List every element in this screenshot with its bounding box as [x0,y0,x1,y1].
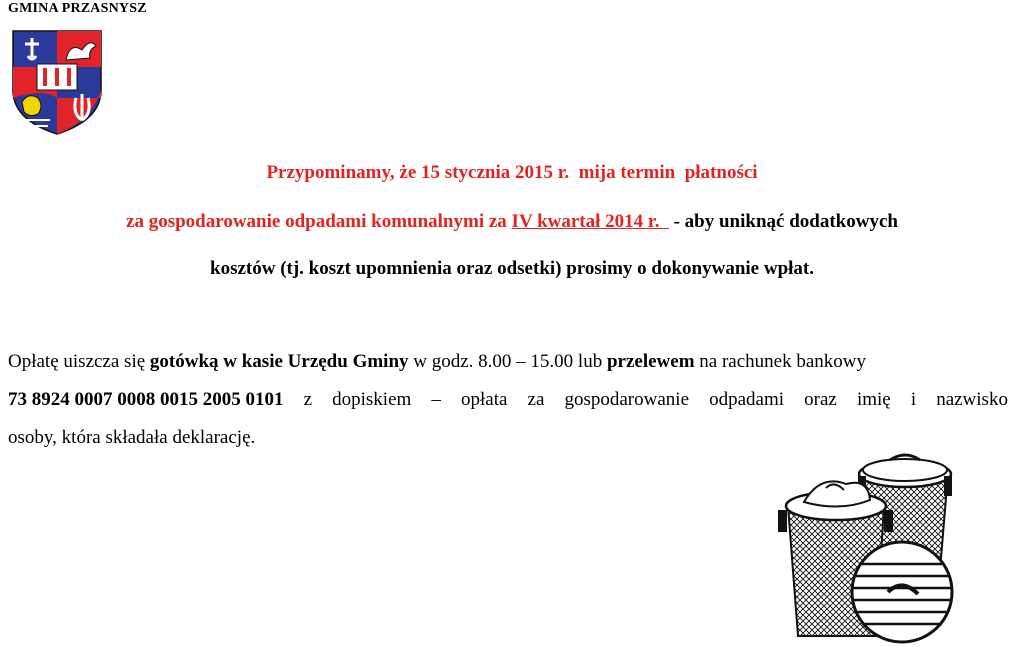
coat-of-arms-icon [10,28,104,136]
instructions-line-1 [8,343,866,381]
quarter-highlight: IV kwartał 2014 r. [511,211,669,232]
reminder-line-3: kosztów (tj. koszt upomnienia oraz odsetki) prosimy o dokonywanie wpłat. [210,258,814,279]
word: opłata [460,389,508,410]
text-fragment: Opłatę uiszcza się [8,351,150,372]
word: dopiskiem [332,389,412,410]
word: – [431,389,441,410]
word: oraz [804,389,837,410]
instructions-line-2 [8,381,1008,419]
cash-office-text: gotówką w kasie Urzędu Gminy [149,351,409,372]
trash-bins-icon [770,444,975,644]
text-fragment: w godz. 8.00 – 15.00 lub [408,351,607,372]
word: z [303,389,313,410]
word: gospodarowanie [564,389,690,410]
reminder-line-2 [0,211,1024,233]
text-fragment: na rachunek bankowy [694,351,866,372]
word: za [527,389,545,410]
word: i [910,389,917,410]
instructions-line-3: osoby, która składała deklarację. [8,427,256,448]
word: nazwisko [936,389,1008,410]
word: odpadami [709,389,785,410]
word: imię [856,389,891,410]
municipality-title: GMINA PRZASNYSZ [8,1,147,16]
reminder-line-1: Przypominamy, że 15 stycznia 2015 r. mija termin płatności [266,162,758,183]
reminder-line-2-end: - aby uniknąć dodatkowych [668,211,898,232]
transfer-text: przelewem [606,351,695,372]
reminder-line-2-start: za gospodarowanie odpadami komunalnymi za [126,211,512,232]
bank-account-number: 73 8924 0007 0008 0015 2005 0101 [8,389,284,410]
